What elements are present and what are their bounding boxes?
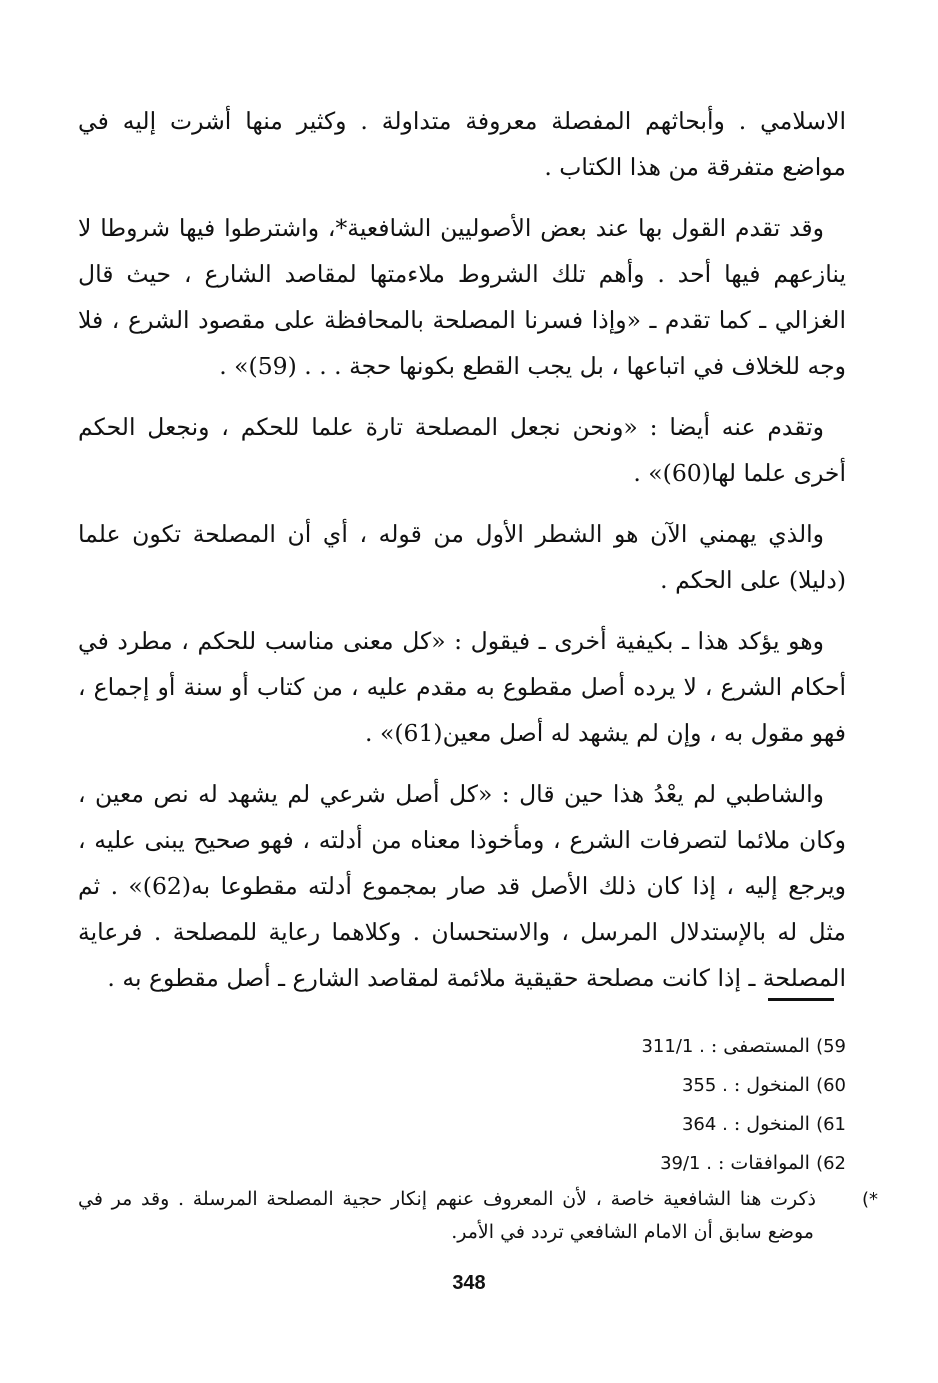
paragraph: وقد تقدم القول بها عند بعض الأصوليين الشافعية*، واشترطوا فيها شروطا لا ينازعهم فيها أحد . وأهم تلك الشروط ملاءمتها لمقاصد الشارع ، حيث قال الغزالي ـ كما تقدم ـ «وإذا فسرنا المصلحة بالمحافظة على مقصود الشرع ، فلا وجه للخلاف في اتباعها ، بل يجب القطع بكونها حجة . . . (59)» . [78, 214, 846, 380]
note-marker: *) [861, 1189, 878, 1210]
footnote-reference: 364 . [681, 1114, 728, 1135]
footnote-source: الموافقات : [711, 1152, 810, 1174]
footnote-separator [768, 998, 834, 1001]
note-text: ذكرت هنا الشافعية خاصة ، لأن المعروف عنهم إنكار حجية المصلحة المرسلة . وقد مر في موضع سابق أن الامام الشافعي تردد في الأمر. [78, 1188, 816, 1243]
footnote-item [78, 1027, 846, 1066]
paragraph: وتقدم عنه أيضا : «ونحن نجعل المصلحة تارة علما للحكم ، ونجعل الحكم أخرى علما لها(60)» . [78, 413, 846, 487]
paragraph: الاسلامي . وأبحاثهم المفصلة معروفة متداولة . وكثير منها أشرت إليه في مواضع متفرقة من هذا الكتاب . [78, 107, 846, 181]
footnote-source: المنخول : [727, 1113, 810, 1135]
footnote-number: 61) [816, 1114, 846, 1135]
footnote-item [78, 1144, 846, 1183]
paragraph: والذي يهمني الآن هو الشطر الأول من قوله ، أي أن المصلحة تكون علما (دليلا) على الحكم . [78, 520, 846, 594]
footnote-source: المنخول : [727, 1074, 810, 1096]
footnote-reference: 355 . [681, 1075, 728, 1096]
page-number: 348 [452, 1272, 486, 1294]
footnote-number: 59) [816, 1036, 846, 1057]
footnote-item [78, 1105, 846, 1144]
footnote-number: 60) [816, 1075, 846, 1096]
paragraph: وهو يؤكد هذا ـ بكيفية أخرى ـ فيقول : «كل معنى مناسب للحكم ، مطرد في أحكام الشرع ، لا يرده أصل مقطوع به مقدم عليه ، من كتاب أو سنة أو إجماع ، فهو مقول به ، وإن لم يشهد له أصل معين(61)» . [78, 627, 846, 747]
footnote-reference: 39/1 . [660, 1153, 712, 1174]
asterisk-note [78, 1183, 878, 1248]
footnotes [78, 1027, 878, 1248]
paragraph: والشاطبي لم يعْدُ هذا حين قال : «كل أصل شرعي لم يشهد له نص معين ، وكان ملائما لتصرفات الشرع ، ومأخوذا معناه من أدلته ، فهو صحيح يبنى عليه ، ويرجع إليه ، إذا كان ذلك الأصل قد صار بمجموع أدلته مقطوعا به(62)» . ثم مثل له بالإستدلال المرسل ، والاستحسان . وكلاهما رعاية للمصلحة . فرعاية المصلحة ـ إذا كانت مصلحة حقيقية ملائمة لمقاصد الشارع ـ أصل مقطوع به . [78, 780, 846, 992]
footnote-number: 62) [816, 1153, 846, 1174]
footnote-item [78, 1066, 846, 1105]
footnote-reference: 311/1 . [641, 1036, 705, 1057]
main-text [78, 98, 846, 1016]
footnote-source: المستصفى : [704, 1035, 810, 1057]
